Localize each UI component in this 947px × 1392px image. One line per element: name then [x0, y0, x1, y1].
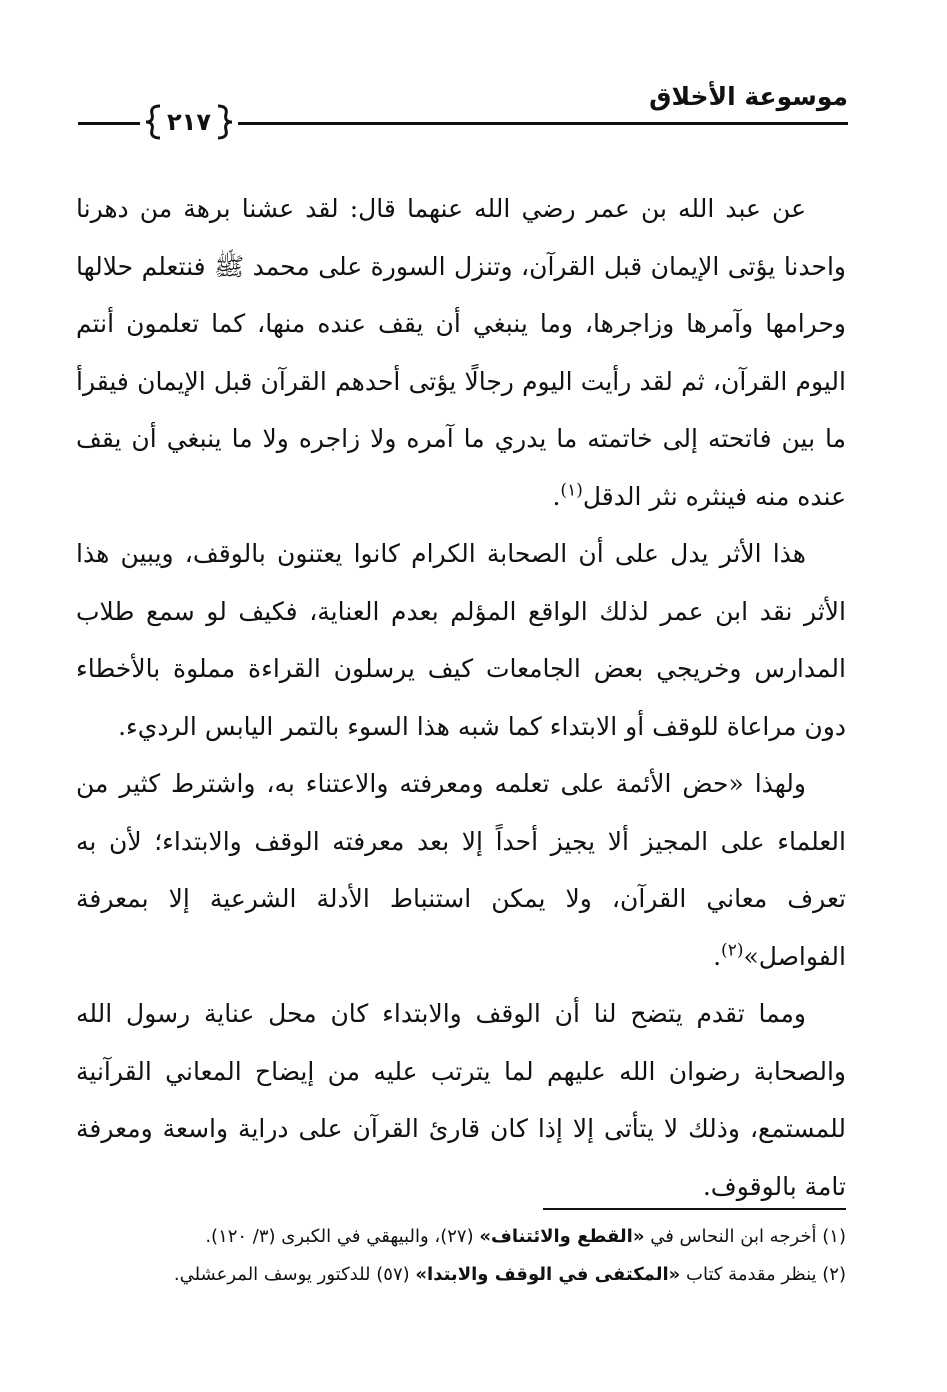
footnote-2-book-title: «المكتفى في الوقف والابتدا» [415, 1264, 681, 1285]
paragraph-1-tail: . [552, 481, 561, 511]
main-text [76, 180, 846, 1215]
paragraph-1 [76, 180, 846, 525]
header-rule-left [78, 122, 140, 125]
footnote-mark-1: (١) [560, 480, 583, 501]
footnote-2-before: ينظر مقدمة كتاب [686, 1264, 817, 1285]
footnote-1-book-title: «القطع والائتناف» [479, 1226, 645, 1247]
paragraph-1-text: عن عبد الله بن عمر رضي الله عنهما قال: لقد عشنا برهة من دهرنا واحدنا يؤتى الإيمان قبل القرآن، وتنزل السورة على محمد ﷺ فنتعلم حلالها وحرامها وآمرها وزاجرها، وما ينبغي أن يقف عنده منها، كما تعلمون أنتم اليوم القرآن، ثم لقد رأيت اليوم رجالًا يؤتى أحدهم القرآن قبل الإيمان فيقرأ ما بين فاتحته إلى خاتمته ما يدري ما آمره ولا زاجره ولا ما ينبغي أن يقف عنده منه فينثره نثر الدقل [76, 194, 846, 511]
paragraph-4 [76, 985, 846, 1215]
footnote-1-before: أخرجه ابن النحاس في [650, 1226, 817, 1247]
footnote-1-number: (١) [822, 1226, 846, 1247]
footnote-separator [543, 1208, 846, 1210]
paragraph-2-text: هذا الأثر يدل على أن الصحابة الكرام كانوا يعتنون بالوقف، ويبين هذا الأثر نقد ابن عمر لذلك الواقع المؤلم بعدم العناية، فكيف لو سمع طلاب المدارس وخريجي بعض الجامعات كيف يرسلون القراءة مملوة بالأخطاء دون مراعاة للوقف أو الابتداء كما شبه هذا السوء بالتمر اليابس الرديء. [76, 539, 846, 741]
paragraph-3-tail: . [713, 941, 722, 971]
page-number-frame [146, 102, 232, 142]
page-number: ٢١٧ [167, 108, 211, 136]
footnote-1-after: (٢٧)، والبيهقي في الكبرى (٣/ ١٢٠). [205, 1226, 474, 1247]
footnote-2-after: (٥٧) للدكتور يوسف المرعشلي. [173, 1264, 410, 1285]
footnote-2-number: (٢) [822, 1264, 846, 1285]
book-title: موسوعة الأخلاق [649, 82, 848, 111]
page-header [78, 70, 848, 140]
header-rule-right [238, 122, 848, 125]
footnote-1 [76, 1218, 846, 1256]
footnote-2 [76, 1256, 846, 1294]
paragraph-2 [76, 525, 846, 755]
footnote-mark-2: (٢) [721, 940, 744, 961]
paragraph-4-text: ومما تقدم يتضح لنا أن الوقف والابتداء كان محل عناية رسول الله والصحابة رضوان الله عليهم لما يترتب عليه من إيضاح المعاني القرآنية للمستمع، وذلك لا يتأتى إلا إذا كان قارئ القرآن على دراية واسعة ومعرفة تامة بالوقوف. [76, 999, 846, 1201]
paragraph-3-text: ولهذا «حض الأئمة على تعلمه ومعرفته والاعتناء به، واشترط كثير من العلماء على المجيز ألا يجيز أحداً إلا بعد معرفته الوقف والابتداء؛ لأن به تعرف معاني القرآن، ولا يمكن استنباط الأدلة الشرعية إلا بمعرفة الفواصل» [76, 769, 846, 971]
paragraph-3 [76, 755, 846, 985]
footnotes [76, 1218, 846, 1294]
